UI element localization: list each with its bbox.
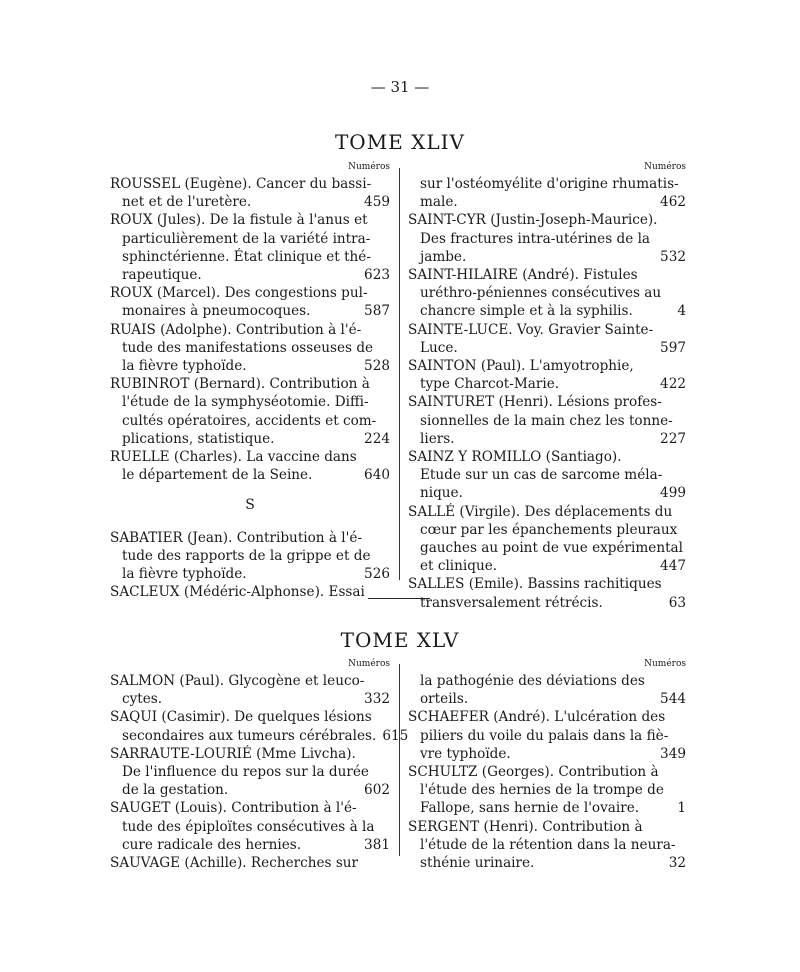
entry-line bbox=[408, 503, 686, 521]
entry-text: ROUX (Marcel). Des congestions pul- bbox=[110, 285, 368, 302]
entry-text: SAINTON (Paul). L'amyotrophie, bbox=[408, 358, 634, 375]
numeros-label: Numéros bbox=[348, 162, 390, 172]
entry-line bbox=[408, 690, 686, 708]
entry-number: 422 bbox=[660, 376, 686, 393]
tome-xlv-heading: TOME XLV bbox=[340, 628, 460, 652]
entry-line bbox=[110, 836, 390, 854]
entry-line bbox=[110, 266, 390, 284]
entry-line bbox=[408, 484, 686, 502]
entry-text: transversalement rétrécis. bbox=[420, 594, 603, 611]
entry-line bbox=[408, 266, 686, 284]
entry-line bbox=[110, 412, 390, 430]
entry-line bbox=[110, 430, 390, 448]
entry-line bbox=[110, 375, 390, 393]
entry-number: 447 bbox=[660, 558, 686, 575]
entry-text: SAINT-CYR (Justin-Joseph-Maurice). bbox=[408, 212, 658, 229]
entry-text: SACLEUX (Médéric-Alphonse). Essai bbox=[110, 584, 365, 601]
page-number: — 31 — bbox=[370, 78, 430, 96]
section-letter-s: S bbox=[245, 497, 255, 514]
entry-text: SAUGET (Louis). Contribution à l'é- bbox=[110, 800, 357, 817]
entry-line bbox=[408, 539, 686, 557]
entry-text: cure radicale des hernies. bbox=[122, 836, 302, 853]
entry-number: 381 bbox=[364, 836, 390, 853]
entry-line bbox=[408, 302, 686, 320]
entry-number: 459 bbox=[364, 194, 390, 211]
entry-line bbox=[110, 393, 390, 411]
entry-number: 602 bbox=[364, 782, 390, 799]
numeros-label: Numéros bbox=[348, 659, 390, 669]
entry-text: secondaires aux tumeurs cérébrales. bbox=[122, 727, 377, 744]
entry-text: SCHAEFER (André). L'ulcération des bbox=[408, 709, 666, 726]
entry-list bbox=[408, 672, 686, 872]
entry-number: 4 bbox=[677, 303, 686, 320]
entry-line bbox=[408, 781, 686, 799]
entry-text: vre typhoïde. bbox=[420, 745, 511, 762]
entry-line bbox=[408, 230, 686, 248]
entry-line bbox=[110, 565, 390, 583]
entry-line bbox=[408, 672, 686, 690]
entry-line bbox=[110, 193, 390, 211]
entry-text: RUELLE (Charles). La vaccine dans bbox=[110, 449, 357, 466]
numeros-label: Numéros bbox=[644, 162, 686, 172]
entry-text: SARRAUTE-LOURIÉ (Mme Livcha). bbox=[110, 745, 356, 762]
entry-text: uréthro-péniennes consécutives au bbox=[420, 285, 662, 302]
entry-line bbox=[110, 781, 390, 799]
entry-text: la pathogénie des déviations des bbox=[420, 673, 645, 689]
entry-line bbox=[408, 393, 686, 411]
entry-line bbox=[110, 284, 390, 302]
entry-text: SAINZ Y ROMILLO (Santiago). bbox=[408, 449, 622, 466]
entry-text: le département de la Seine. bbox=[122, 467, 313, 484]
entry-line bbox=[110, 727, 409, 745]
entry-line bbox=[110, 466, 390, 484]
entry-text: cultés opératoires, accidents et com- bbox=[122, 412, 377, 429]
tome-xlv-right-column bbox=[408, 658, 686, 872]
entry-text: ROUX (Jules). De la fistule à l'anus et bbox=[110, 212, 368, 229]
entry-line bbox=[408, 854, 686, 872]
entry-line bbox=[408, 430, 686, 448]
column-divider bbox=[399, 664, 400, 856]
entry-text: chancre simple et à la syphilis. bbox=[420, 303, 633, 320]
entry-number: 615 bbox=[382, 727, 409, 744]
entry-line bbox=[110, 357, 390, 375]
entry-text: tude des épiploïtes consécutives à la bbox=[122, 818, 375, 835]
entry-list bbox=[408, 175, 686, 612]
entry-number: 1 bbox=[677, 800, 686, 817]
entry-list bbox=[110, 529, 390, 602]
entry-line bbox=[408, 448, 686, 466]
entry-number: 544 bbox=[660, 691, 686, 708]
entry-line bbox=[408, 412, 686, 430]
entry-text: cœur par les épanchements pleuraux bbox=[420, 521, 678, 538]
entry-number: 532 bbox=[660, 248, 686, 265]
entry-text: l'étude des hernies de la trompe de bbox=[420, 782, 664, 799]
entry-text: RUBINROT (Bernard). Contribution à bbox=[110, 376, 370, 393]
entry-text: SALLES (Emile). Bassins rachitiques bbox=[408, 576, 662, 593]
entry-number: 63 bbox=[668, 594, 686, 611]
entry-number: 462 bbox=[660, 194, 686, 211]
tome-xliv-heading: TOME XLIV bbox=[334, 130, 466, 154]
entry-text: sphinctérienne. État clinique et thé- bbox=[122, 248, 371, 265]
entry-line bbox=[408, 575, 686, 593]
entry-line bbox=[110, 745, 390, 763]
tome-xliv-left-column bbox=[110, 161, 390, 601]
entry-line bbox=[408, 321, 686, 339]
entry-line bbox=[408, 193, 686, 211]
entry-text: SALLÉ (Virgile). Des déplacements du bbox=[408, 503, 673, 520]
entry-line bbox=[408, 211, 686, 229]
entry-text: Fallope, sans hernie de l'ovaire. bbox=[420, 800, 640, 817]
entry-text: la fièvre typhoïde. bbox=[122, 566, 247, 583]
entry-line bbox=[110, 175, 390, 193]
entry-text: piliers du voile du palais dans la fiè- bbox=[420, 727, 669, 744]
entry-text: type Charcot-Marie. bbox=[420, 376, 560, 393]
entry-text: sur l'ostéomyélite d'origine rhumatis- bbox=[420, 176, 679, 192]
column-divider bbox=[399, 168, 400, 580]
entry-line bbox=[408, 745, 686, 763]
entry-text: cytes. bbox=[122, 691, 163, 708]
entry-text: orteils. bbox=[420, 691, 469, 708]
entry-text: De l'influence du repos sur la durée bbox=[122, 764, 369, 781]
entry-text: tude des rapports de la grippe et de bbox=[122, 547, 371, 564]
entry-text: SAUVAGE (Achille). Recherches sur bbox=[110, 855, 359, 872]
entry-line bbox=[408, 284, 686, 302]
entry-text: SAINT-HILAIRE (André). Fistules bbox=[408, 267, 638, 284]
entry-line bbox=[408, 375, 686, 393]
entry-line bbox=[408, 727, 686, 745]
tome-xlv-left-column bbox=[110, 658, 409, 872]
entry-line bbox=[110, 302, 390, 320]
entry-number: 597 bbox=[660, 339, 686, 356]
entry-text: SAINTURET (Henri). Lésions profes- bbox=[408, 394, 662, 411]
entry-line bbox=[110, 854, 390, 872]
entry-text: de la gestation. bbox=[122, 782, 229, 799]
tome-xliv-right-column bbox=[408, 161, 686, 612]
entry-number: 332 bbox=[364, 691, 390, 708]
entry-list bbox=[110, 175, 390, 484]
entry-text: SCHULTZ (Georges). Contribution à bbox=[408, 764, 659, 781]
entry-text: la fièvre typhoïde. bbox=[122, 358, 247, 375]
entry-text: l'étude de la rétention dans la neura- bbox=[420, 836, 676, 853]
entry-text: SAINTE-LUCE. Voy. Gravier Sainte- bbox=[408, 321, 654, 338]
entry-number: 528 bbox=[364, 358, 390, 375]
entry-text: RUAIS (Adolphe). Contribution à l'é- bbox=[110, 321, 362, 338]
entry-text: Des fractures intra-utérines de la bbox=[420, 230, 651, 247]
entry-number: 640 bbox=[364, 467, 390, 484]
entry-text: SERGENT (Henri). Contribution à bbox=[408, 818, 643, 835]
entry-line bbox=[408, 248, 686, 266]
entry-list bbox=[110, 672, 409, 872]
entry-number: 526 bbox=[364, 566, 390, 583]
entry-text: gauches au point de vue expérimental bbox=[420, 540, 684, 557]
entry-line bbox=[408, 466, 686, 484]
entry-text: l'étude de la symphyséotomie. Diffi- bbox=[122, 394, 369, 411]
entry-line bbox=[110, 339, 390, 357]
entry-line bbox=[110, 708, 390, 726]
entry-line bbox=[110, 211, 390, 229]
entry-line bbox=[110, 547, 390, 565]
entry-line bbox=[408, 594, 686, 612]
entry-line bbox=[408, 818, 686, 836]
entry-line bbox=[110, 448, 390, 466]
entry-line bbox=[110, 529, 390, 547]
entry-text: Luce. bbox=[420, 339, 458, 356]
section-separator bbox=[368, 598, 430, 599]
entry-number: 623 bbox=[364, 267, 390, 284]
entry-text: liers. bbox=[420, 430, 455, 447]
entry-line bbox=[110, 763, 390, 781]
entry-text: SAQUI (Casimir). De quelques lésions bbox=[110, 709, 372, 726]
entry-line bbox=[110, 248, 390, 266]
entry-text: monaires à pneumocoques. bbox=[122, 303, 311, 320]
entry-text: male. bbox=[420, 194, 458, 211]
entry-line bbox=[408, 708, 686, 726]
entry-text: net et de l'uretère. bbox=[122, 194, 252, 211]
entry-text: nique. bbox=[420, 485, 463, 502]
entry-number: 349 bbox=[660, 745, 686, 762]
numeros-label: Numéros bbox=[644, 659, 686, 669]
entry-line bbox=[408, 836, 686, 854]
entry-number: 587 bbox=[364, 303, 390, 320]
entry-line bbox=[408, 557, 686, 575]
entry-text: jambe. bbox=[420, 248, 467, 265]
entry-line bbox=[110, 690, 390, 708]
entry-text: tude des manifestations osseuses de bbox=[122, 339, 374, 356]
entry-number: 224 bbox=[364, 430, 390, 447]
entry-line bbox=[110, 583, 390, 601]
entry-line bbox=[110, 672, 390, 690]
entry-text: plications, statistique. bbox=[122, 430, 275, 447]
entry-text: sionnelles de la main chez les tonne- bbox=[420, 412, 673, 429]
entry-number: 227 bbox=[660, 430, 686, 447]
entry-text: Etude sur un cas de sarcome méla- bbox=[420, 467, 663, 484]
entry-line bbox=[408, 763, 686, 781]
entry-line bbox=[110, 799, 390, 817]
entry-text: particulièrement de la variété intra- bbox=[122, 230, 371, 247]
entry-text: SALMON (Paul). Glycogène et leuco- bbox=[110, 673, 365, 689]
entry-text: et clinique. bbox=[420, 558, 498, 575]
entry-line bbox=[110, 230, 390, 248]
entry-number: 499 bbox=[660, 485, 686, 502]
entry-line bbox=[408, 799, 686, 817]
entry-line bbox=[408, 521, 686, 539]
entry-text: rapeutique. bbox=[122, 267, 202, 284]
entry-text: SABATIER (Jean). Contribution à l'é- bbox=[110, 529, 363, 546]
entry-line bbox=[110, 321, 390, 339]
entry-line bbox=[110, 818, 390, 836]
entry-line bbox=[408, 175, 686, 193]
entry-line bbox=[408, 357, 686, 375]
entry-text: ROUSSEL (Eugène). Cancer du bassi- bbox=[110, 176, 372, 192]
entry-text: sthénie urinaire. bbox=[420, 855, 535, 872]
entry-line bbox=[408, 339, 686, 357]
entry-number: 32 bbox=[668, 855, 686, 872]
